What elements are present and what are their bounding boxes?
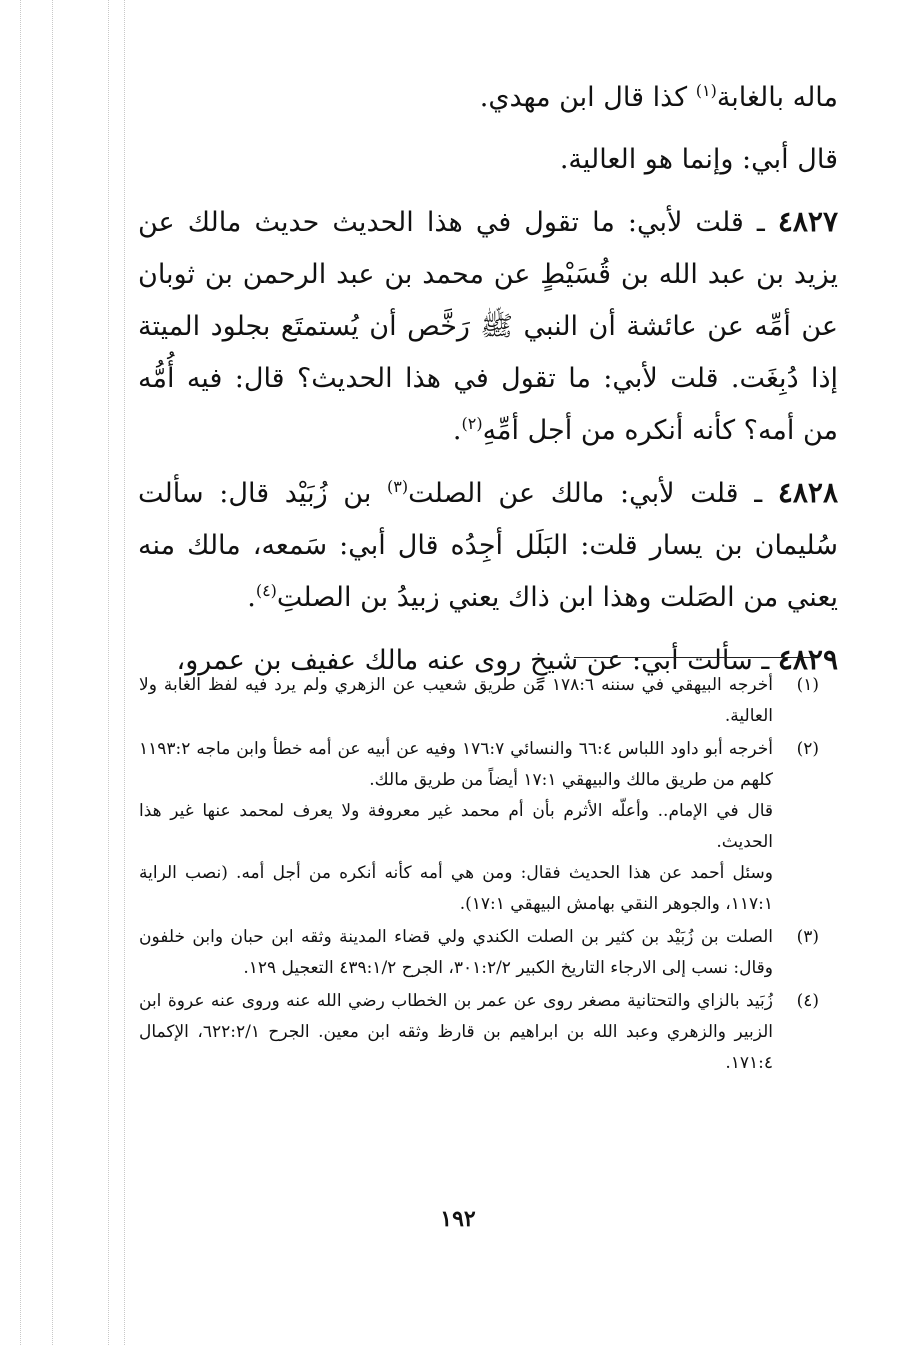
- footnote-text: قال في الإمام.. وأعلّه الأثرم بأن أم محمد غير معروفة ولا يعرف لمحمد عنها غير هذا الحديث.: [139, 801, 773, 852]
- footnote-number: (٣): [796, 927, 819, 947]
- footnote-text: وسئل أحمد عن هذا الحديث فقال: ومن هي أمه كأنه أنكره من أجل أمه. (نصب الراية ١١٧:١، والجوهر النقي بهامش البيهقي ١٧:١).: [139, 863, 773, 914]
- hadith-number: ٤٨٢٨: [777, 476, 838, 509]
- footnote-text: الصلت بن زُبَيْد بن كثير بن الصلت الكندي ولي قضاء المدينة وثقه ابن حبان وابن خلفون وقال: نسب إلى الارجاء التاريخ الكبير ٣٠١:٢/٢، الجرح ٤٣٩:١/٢ التعجيل ١٢٩.: [139, 927, 773, 978]
- footnote-separator: [574, 657, 816, 658]
- hadith-number: ٤٨٢٩: [777, 643, 838, 676]
- footnotes: [139, 670, 819, 1081]
- hadith-number: ٤٨٢٧: [777, 205, 838, 238]
- text-segment: .: [247, 582, 256, 613]
- continuation-line: [138, 72, 838, 124]
- scan-artifact-line: [124, 0, 125, 1345]
- footnote-text: زُبَيد بالزاي والتحتانية مصغر روى عن عمر بن الخطاب رضي الله عنه وروى عنه عروة ابن الزبير والزهري وعبد الله بن ابراهيم بن قارظ وثقه ابن معين. الجرح ٦٢٢:٢/١، الإكمال ١٧١:٤.: [139, 991, 773, 1073]
- hadith-4828: [138, 467, 838, 624]
- hadith-text: ـ قلت لأبي: ما تقول في هذا الحديث حديث مالك عن يزيد بن عبد الله بن قُسَيْطٍ عن محمد بن عبد الرحمن بن ثوبان عن أمِّه عن عائشة أن النبي ﷺ رَخَّص أن يُستمتَع بجلود الميتة إذا دُبِغَت. قلت لأبي: ما تقول في هذا الحديث؟ قال: فيه أُمُّه من أمه؟ كأنه أنكره من أجل أمِّهِ: [138, 207, 838, 446]
- footnote-text: أخرجه البيهقي في سننه ١٧٨:٦ من طريق شعيب عن الزهري ولم يرد فيه لفظ الغابة ولا العالية.: [139, 675, 773, 726]
- hadith-text: ـ قلت لأبي: مالك عن الصلت: [408, 478, 778, 509]
- scan-artifact-line: [20, 0, 21, 1345]
- footnote-3: [139, 922, 819, 984]
- text-segment: ماله بالغابة: [716, 82, 838, 113]
- text-segment: .: [452, 415, 462, 446]
- continuation-line: [138, 134, 838, 186]
- footnote-ref[interactable]: (٤): [255, 581, 277, 600]
- footnote-text: أخرجه أبو داود اللباس ٦٦:٤ والنسائي ١٧٦:٧ وفيه عن أبيه عن أمه خطأ وابن ماجه ١١٩٣:٢ كلهم من طريق مالك والبيهقي ١٧:١ أيضاً من طريق مالك.: [139, 739, 773, 790]
- hadith-text: بن زُبَيْد قال: سألت سُليمان بن يسار قلت: البَلَل أجِدُه قال أبي: سَمعه، مالك منه يعني من الصَلت وهذا ابن ذاك يعني زبيدُ بن الصلتِ: [138, 478, 838, 613]
- scan-artifact-line: [108, 0, 109, 1345]
- main-text: [138, 72, 838, 697]
- footnote-number: (١): [796, 675, 819, 695]
- hadith-text: ـ سألت أبي: عن شيخٍ روى عنه مالك عفيف بن عمرو،: [176, 645, 778, 676]
- footnote-ref[interactable]: (١): [695, 81, 717, 100]
- scan-artifact-line: [52, 0, 53, 1345]
- footnote-ref[interactable]: (٣): [387, 477, 409, 496]
- footnote-2: [139, 734, 819, 920]
- hadith-4827: [138, 196, 838, 457]
- footnote-number: (٢): [796, 739, 819, 759]
- page-number: ١٩٢: [440, 1206, 476, 1232]
- footnote-1: [139, 670, 819, 732]
- footnote-4: [139, 986, 819, 1079]
- text-segment: كذا قال ابن مهدي.: [479, 82, 696, 113]
- footnote-number: (٤): [796, 991, 819, 1011]
- footnote-ref[interactable]: (٢): [461, 414, 483, 433]
- text-segment: قال أبي: وإنما هو العالية.: [559, 144, 838, 175]
